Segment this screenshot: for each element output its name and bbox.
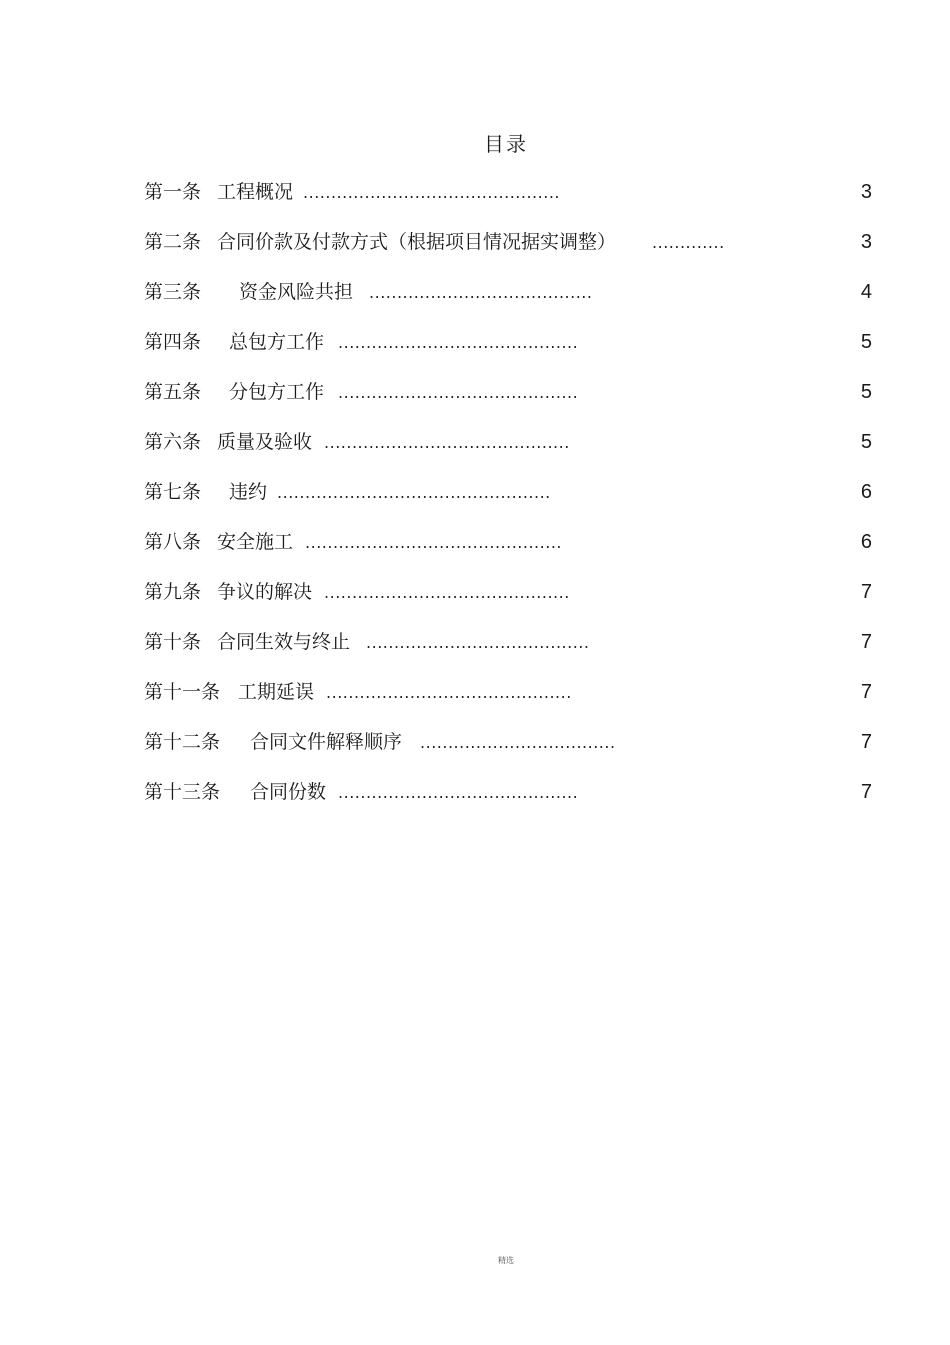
- toc-entry: [144, 278, 872, 328]
- toc-entry: [144, 178, 872, 228]
- toc-entry-title: 工程概况: [217, 181, 294, 203]
- toc-entry-number: 第二条: [144, 231, 202, 253]
- toc-entry-number: 第十二条: [144, 731, 221, 753]
- toc-entry-title: 工期延误: [238, 681, 315, 703]
- toc-entry-number: 第八条: [144, 531, 202, 553]
- toc-entry-leader: ...........................................: [338, 383, 579, 402]
- toc-entry: [144, 628, 872, 678]
- toc-entry-title: 分包方工作: [229, 381, 325, 403]
- toc-entry: [144, 678, 872, 728]
- toc-entry-leader: .................................................: [277, 483, 551, 502]
- toc-entry-page: 3: [860, 231, 872, 253]
- toc-entry: [144, 428, 872, 478]
- toc-entry-page: 7: [860, 681, 872, 703]
- toc-entry-page: 6: [860, 531, 872, 553]
- toc-entry-leader: .............: [652, 233, 725, 252]
- toc-entry-number: 第十一条: [144, 681, 221, 703]
- toc-entry-page: 6: [860, 481, 872, 503]
- toc-entry-page: 5: [860, 431, 872, 453]
- toc-entry-page: 5: [860, 331, 872, 353]
- toc-entry-page: 7: [860, 631, 872, 653]
- toc-entry-title: 资金风险共担: [239, 281, 354, 303]
- toc-entry-leader: ..............................................: [305, 533, 562, 552]
- toc-entry-title: 总包方工作: [229, 331, 325, 353]
- toc-entry-leader: ..............................................: [303, 183, 560, 202]
- toc-entry-title: 合同价款及付款方式（根据项目情况据实调整）: [217, 231, 617, 253]
- toc-entry-page: 4: [860, 281, 872, 303]
- page-footer: 精选: [498, 1256, 514, 1265]
- toc-entry-leader: ............................................: [326, 683, 572, 702]
- toc-entry-number: 第四条: [144, 331, 202, 353]
- toc-entry-title: 合同份数: [250, 781, 327, 803]
- toc-entry-page: 5: [860, 381, 872, 403]
- toc-entry-number: 第七条: [144, 481, 202, 503]
- toc-entry: [144, 728, 872, 778]
- toc-entry-leader: ...................................: [420, 733, 616, 752]
- toc-entry: [144, 528, 872, 578]
- toc-entry-title: 质量及验收: [217, 431, 313, 453]
- toc-entry-page: 7: [860, 731, 872, 753]
- toc-entry-leader: ............................................: [324, 433, 570, 452]
- toc-entry-number: 第一条: [144, 181, 202, 203]
- toc-entry: [144, 478, 872, 528]
- toc-entry-title: 安全施工: [217, 531, 294, 553]
- toc-entry-number: 第三条: [144, 281, 202, 303]
- toc-entry-number: 第五条: [144, 381, 202, 403]
- toc-entry-number: 第九条: [144, 581, 202, 603]
- toc-list: [144, 178, 872, 828]
- toc-entry-leader: ............................................: [324, 583, 570, 602]
- toc-entry: [144, 378, 872, 428]
- toc-title: 目录: [484, 132, 528, 156]
- toc-entry-leader: ...........................................: [338, 783, 579, 802]
- toc-entry-title: 争议的解决: [217, 581, 313, 603]
- toc-entry: [144, 778, 872, 828]
- toc-entry-leader: ........................................: [366, 633, 590, 652]
- toc-entry-title: 合同生效与终止: [217, 631, 351, 653]
- toc-entry-leader: ........................................: [369, 283, 593, 302]
- toc-entry-page: 7: [860, 781, 872, 803]
- toc-entry: [144, 228, 872, 278]
- toc-entry: [144, 328, 872, 378]
- toc-entry-leader: ...........................................: [338, 333, 579, 352]
- toc-entry-number: 第十条: [144, 631, 202, 653]
- toc-entry-title: 违约: [229, 481, 268, 503]
- toc-entry-page: 3: [860, 181, 872, 203]
- toc-entry-number: 第十三条: [144, 781, 221, 803]
- toc-entry-title: 合同文件解释顺序: [250, 731, 403, 753]
- toc-entry-page: 7: [860, 581, 872, 603]
- toc-entry: [144, 578, 872, 628]
- toc-entry-number: 第六条: [144, 431, 202, 453]
